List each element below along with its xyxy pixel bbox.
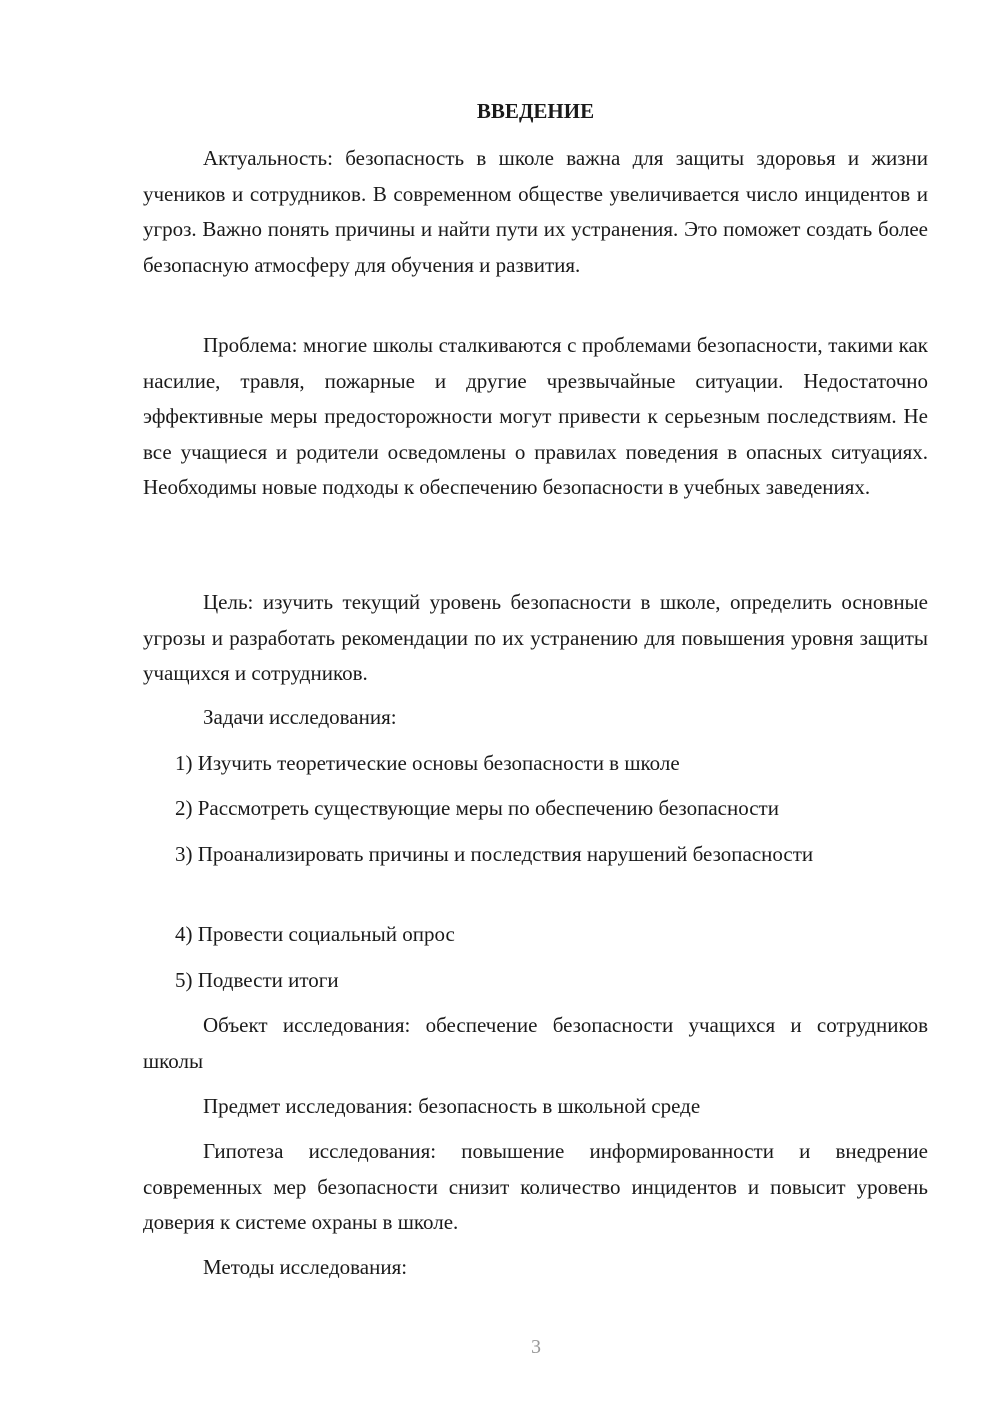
task-item: 3) Проанализировать причины и последствия нарушений безопасности (175, 842, 814, 866)
paragraph-relevance: Актуальность: безопасность в школе важна для защиты здоровья и жизни учеников и сотрудников. В современном обществе увеличивается число инцидентов и угроз. Важно понять причины и найти пути их устранения. Это поможет создать более безопасную атмосферу для обучения и развития. (143, 146, 928, 277)
task-item: 1) Изучить теоретические основы безопасности в школе (175, 751, 680, 775)
paragraph-problem: Проблема: многие школы сталкиваются с проблемами безопасности, такими как насилие, травля, пожарные и другие чрезвычайные ситуации. Недостаточно эффективные меры предосторожности могут привести к серьезным последствиям. Не все учащиеся и родители осведомлены о правилах поведения в опасных ситуациях. Необходимы новые подходы к обеспечению безопасности в учебных заведениях. (143, 333, 928, 499)
task-item: 4) Провести социальный опрос (175, 922, 455, 946)
task-item: 2) Рассмотреть существующие меры по обеспечению безопасности (175, 796, 779, 820)
paragraph-methods: Методы исследования: (203, 1255, 408, 1279)
page-number (0, 1332, 1000, 1362)
task-item: 5) Подвести итоги (175, 968, 339, 992)
paragraph-goal: Цель: изучить текущий уровень безопасности в школе, определить основные угрозы и разработать рекомендации по их устранению для повышения уровня защиты учащихся и сотрудников. (143, 590, 928, 685)
page-number-label: 3 (531, 1336, 541, 1358)
paragraph-object: Объект исследования: обеспечение безопасности учащихся и сотрудников школы (143, 1013, 928, 1073)
page-title: ВВЕДЕНИЕ (476, 99, 595, 123)
paragraph-tasks-heading: Задачи исследования: (203, 705, 397, 729)
paragraph-hypothesis: Гипотеза исследования: повышение информированности и внедрение современных мер безопасности снизит количество инцидентов и повысит уровень доверия к системе охраны в школе. (143, 1139, 928, 1234)
paragraph-subject: Предмет исследования: безопасность в школьной среде (203, 1094, 701, 1118)
